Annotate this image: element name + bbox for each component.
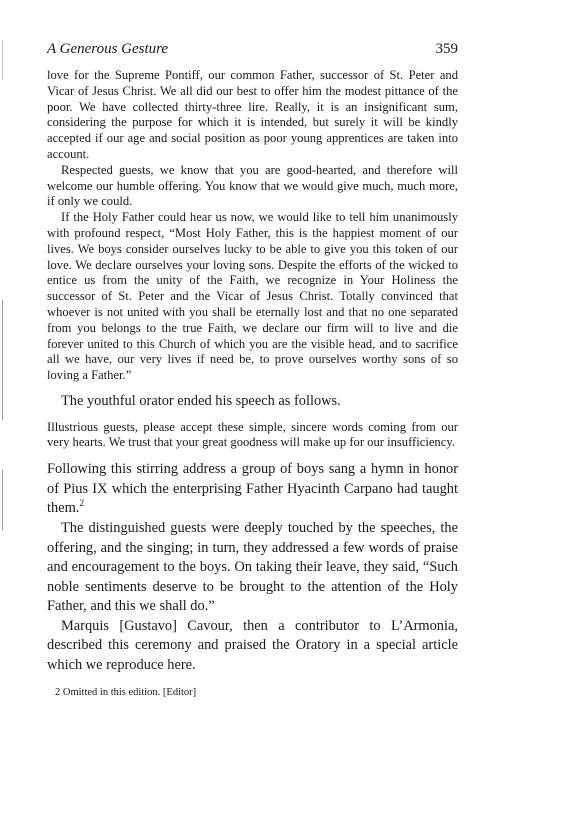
footnote-marker: 2: [79, 499, 85, 510]
paragraph: The youthful orator ended his speech as follows.: [61, 392, 341, 409]
page-number: 359: [435, 41, 458, 57]
paragraph-text: Following this stirring address a group of boys sang a hymn in honor of Pius IX which the enterprising Father Hyacinth Carpano had taught them.: [47, 461, 458, 517]
paragraph: love for the Supreme Pontiff, our common Father, successor of St. Peter and Vicar of Jesus Christ. We all did our best to offer him the modest pittance of the poor. We have collected thirty-three lire. Really, it is an insignificant sum, considering the purpose for which it is intended, but surely it will be kindly accepted if our age and social position as poor young apprentices are taken into account.: [47, 68, 458, 161]
footnote: 2 Omitted in this edition. [Editor]: [55, 686, 197, 698]
paragraph: The distinguished guests were deeply touched by the speeches, the offering, and the singing; in turn, they addressed a few words of praise and encouragement to the boys. On taking their leave, they said, “Such noble sentiments deserve to be brought to the attention of the Holy Father, and this we shall do.”: [47, 519, 458, 615]
quoted-paragraph: Illustrious guests, please accept these simple, sincere words coming from our very hearts. We trust that your great goodness will make up for our insufficiency.: [47, 419, 458, 450]
binding-edge-mark: [2, 300, 3, 420]
running-title: A Generous Gesture: [47, 41, 169, 57]
binding-edge-mark: [2, 40, 3, 80]
book-page: [47, 41, 458, 699]
paragraph: Marquis [Gustavo] Cavour, then a contributor to L’Armonia, described this ceremony and praised the Oratory in a special article which we reproduce here.: [47, 617, 458, 674]
page-header: [47, 41, 458, 63]
paragraph: [47, 460, 458, 519]
paragraph: Respected guests, we know that you are good-hearted, and therefore will welcome our humble offering. You know that we would give much, much more, if only we could.: [47, 162, 458, 209]
binding-edge-mark: [2, 470, 3, 530]
paragraph: If the Holy Father could hear us now, we would like to tell him unanimously with profound respect, “Most Holy Father, this is the happiest moment of our lives. We boys consider ourselves lucky to be able to give you this token of our love. We declare ourselves your loving sons. Despite the efforts of the wicked to entice us from the unity of the Faith, we recognize in Your Holiness the successor of St. Peter and the Vicar of Jesus Christ. Totally convinced that whoever is not united with you shall be eternally lost and that no one separated from you belongs to the true Faith, we declare our firm will to live and die forever united to this Church of which you are the visible head, and to sacrifice all we have, our very lives if need be, to prove ourselves worthy sons of so loving a Father.”: [47, 210, 458, 383]
